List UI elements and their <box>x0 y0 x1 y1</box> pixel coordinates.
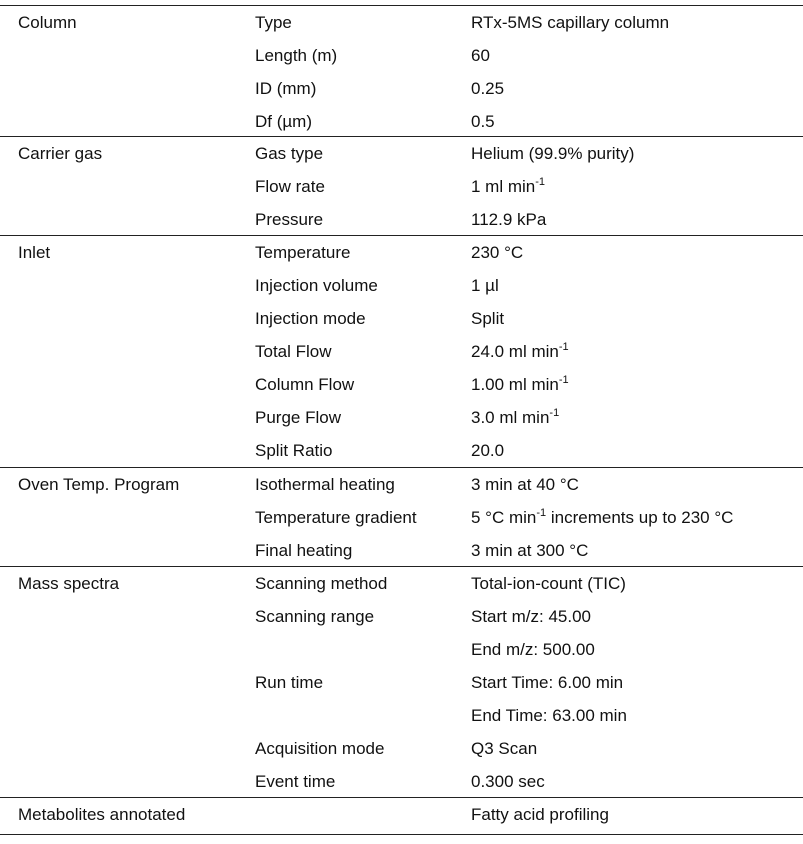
parameter-value <box>471 765 545 798</box>
parameter-value <box>471 468 579 501</box>
parameter-label: Scanning method <box>255 574 388 593</box>
parameter-label: Column Flow <box>255 375 355 394</box>
value-exponent: -1 <box>558 341 569 353</box>
category-label: Column <box>18 13 77 32</box>
parameter-value <box>471 732 537 765</box>
parameter-value <box>471 501 733 534</box>
parameter-label: Injection volume <box>255 276 378 295</box>
parameter-label: Injection mode <box>255 309 366 328</box>
category-label: Carrier gas <box>18 144 103 163</box>
value-text: End Time: 63.00 min <box>471 706 627 725</box>
value-text: Helium (99.9% purity) <box>471 144 635 163</box>
value-text: Fatty acid profiling <box>471 805 609 824</box>
value-text: 3 min at 40 °C <box>471 475 579 494</box>
parameter-label: Acquisition mode <box>255 739 385 758</box>
table-group <box>0 566 803 798</box>
parameter-value <box>471 600 591 633</box>
table-group <box>0 467 803 567</box>
value-exponent: -1 <box>558 374 569 386</box>
value-text: 1.00 ml min <box>471 375 559 394</box>
table-group <box>0 5 803 137</box>
parameter-value <box>471 269 499 302</box>
table-group <box>0 136 803 236</box>
value-text: RTx-5MS capillary column <box>471 13 670 32</box>
value-text: 112.9 kPa <box>471 210 547 229</box>
parameter-value <box>471 666 623 699</box>
value-text: Split <box>471 309 505 328</box>
value-exponent: -1 <box>535 176 546 188</box>
parameter-label: Isothermal heating <box>255 475 395 494</box>
value-text: 1 ml min <box>471 177 536 196</box>
table-group <box>0 235 803 468</box>
parameter-value <box>471 72 504 105</box>
value-suffix: increments up to 230 °C <box>546 508 734 527</box>
parameter-value <box>471 633 595 666</box>
value-text: 0.25 <box>471 79 505 98</box>
value-text: 60 <box>471 46 490 65</box>
category-label: Metabolites annotated <box>18 805 186 824</box>
parameter-label: ID (mm) <box>255 79 317 98</box>
parameter-value <box>471 434 504 467</box>
value-text: Q3 Scan <box>471 739 538 758</box>
value-text: 5 °C min <box>471 508 537 527</box>
parameter-label: Purge Flow <box>255 408 341 427</box>
value-text: 20.0 <box>471 441 505 460</box>
parameter-value <box>471 302 504 335</box>
parameter-value <box>471 567 626 600</box>
parameter-label: Final heating <box>255 541 353 560</box>
parameter-label: Total Flow <box>255 342 332 361</box>
parameter-label: Pressure <box>255 210 324 229</box>
value-text: 0.300 sec <box>471 772 545 791</box>
parameter-label: Run time <box>255 673 324 692</box>
parameter-label: Flow rate <box>255 177 325 196</box>
parameter-value <box>471 170 545 203</box>
parameter-value <box>471 137 634 170</box>
category-label: Inlet <box>18 243 51 262</box>
value-text: Total-ion-count (TIC) <box>471 574 626 593</box>
parameter-value <box>471 6 669 39</box>
parameter-value <box>471 203 546 236</box>
value-text: 0.5 <box>471 112 495 131</box>
parameter-label: Scanning range <box>255 607 375 626</box>
value-text: Start Time: 6.00 min <box>471 673 624 692</box>
parameter-value <box>471 798 609 831</box>
value-text: 230 °C <box>471 243 524 262</box>
parameter-value <box>471 39 490 72</box>
value-text: 3 min at 300 °C <box>471 541 589 560</box>
parameter-value <box>471 335 569 368</box>
parameter-value <box>471 368 569 401</box>
parameter-value <box>471 699 627 732</box>
value-text: 1 µl <box>471 276 499 295</box>
value-text: 3.0 ml min <box>471 408 550 427</box>
parameter-label: Length (m) <box>255 46 338 65</box>
parameter-label: Df (µm) <box>255 112 313 131</box>
parameter-value <box>471 236 523 269</box>
category-label: Mass spectra <box>18 574 120 593</box>
parameter-value <box>471 401 559 434</box>
value-text: Start m/z: 45.00 <box>471 607 591 626</box>
parameter-label: Gas type <box>255 144 324 163</box>
table-group <box>0 797 803 835</box>
parameter-label: Split Ratio <box>255 441 333 460</box>
value-text: End m/z: 500.00 <box>471 640 595 659</box>
category-label: Oven Temp. Program <box>18 475 180 494</box>
parameter-label: Temperature gradient <box>255 508 417 527</box>
value-exponent: -1 <box>536 507 547 519</box>
parameter-value <box>471 105 495 138</box>
parameter-label: Event time <box>255 772 336 791</box>
value-text: 24.0 ml min <box>471 342 559 361</box>
parameter-label: Type <box>255 13 292 32</box>
parameter-label: Temperature <box>255 243 351 262</box>
value-exponent: -1 <box>549 407 560 419</box>
parameter-value <box>471 534 588 567</box>
